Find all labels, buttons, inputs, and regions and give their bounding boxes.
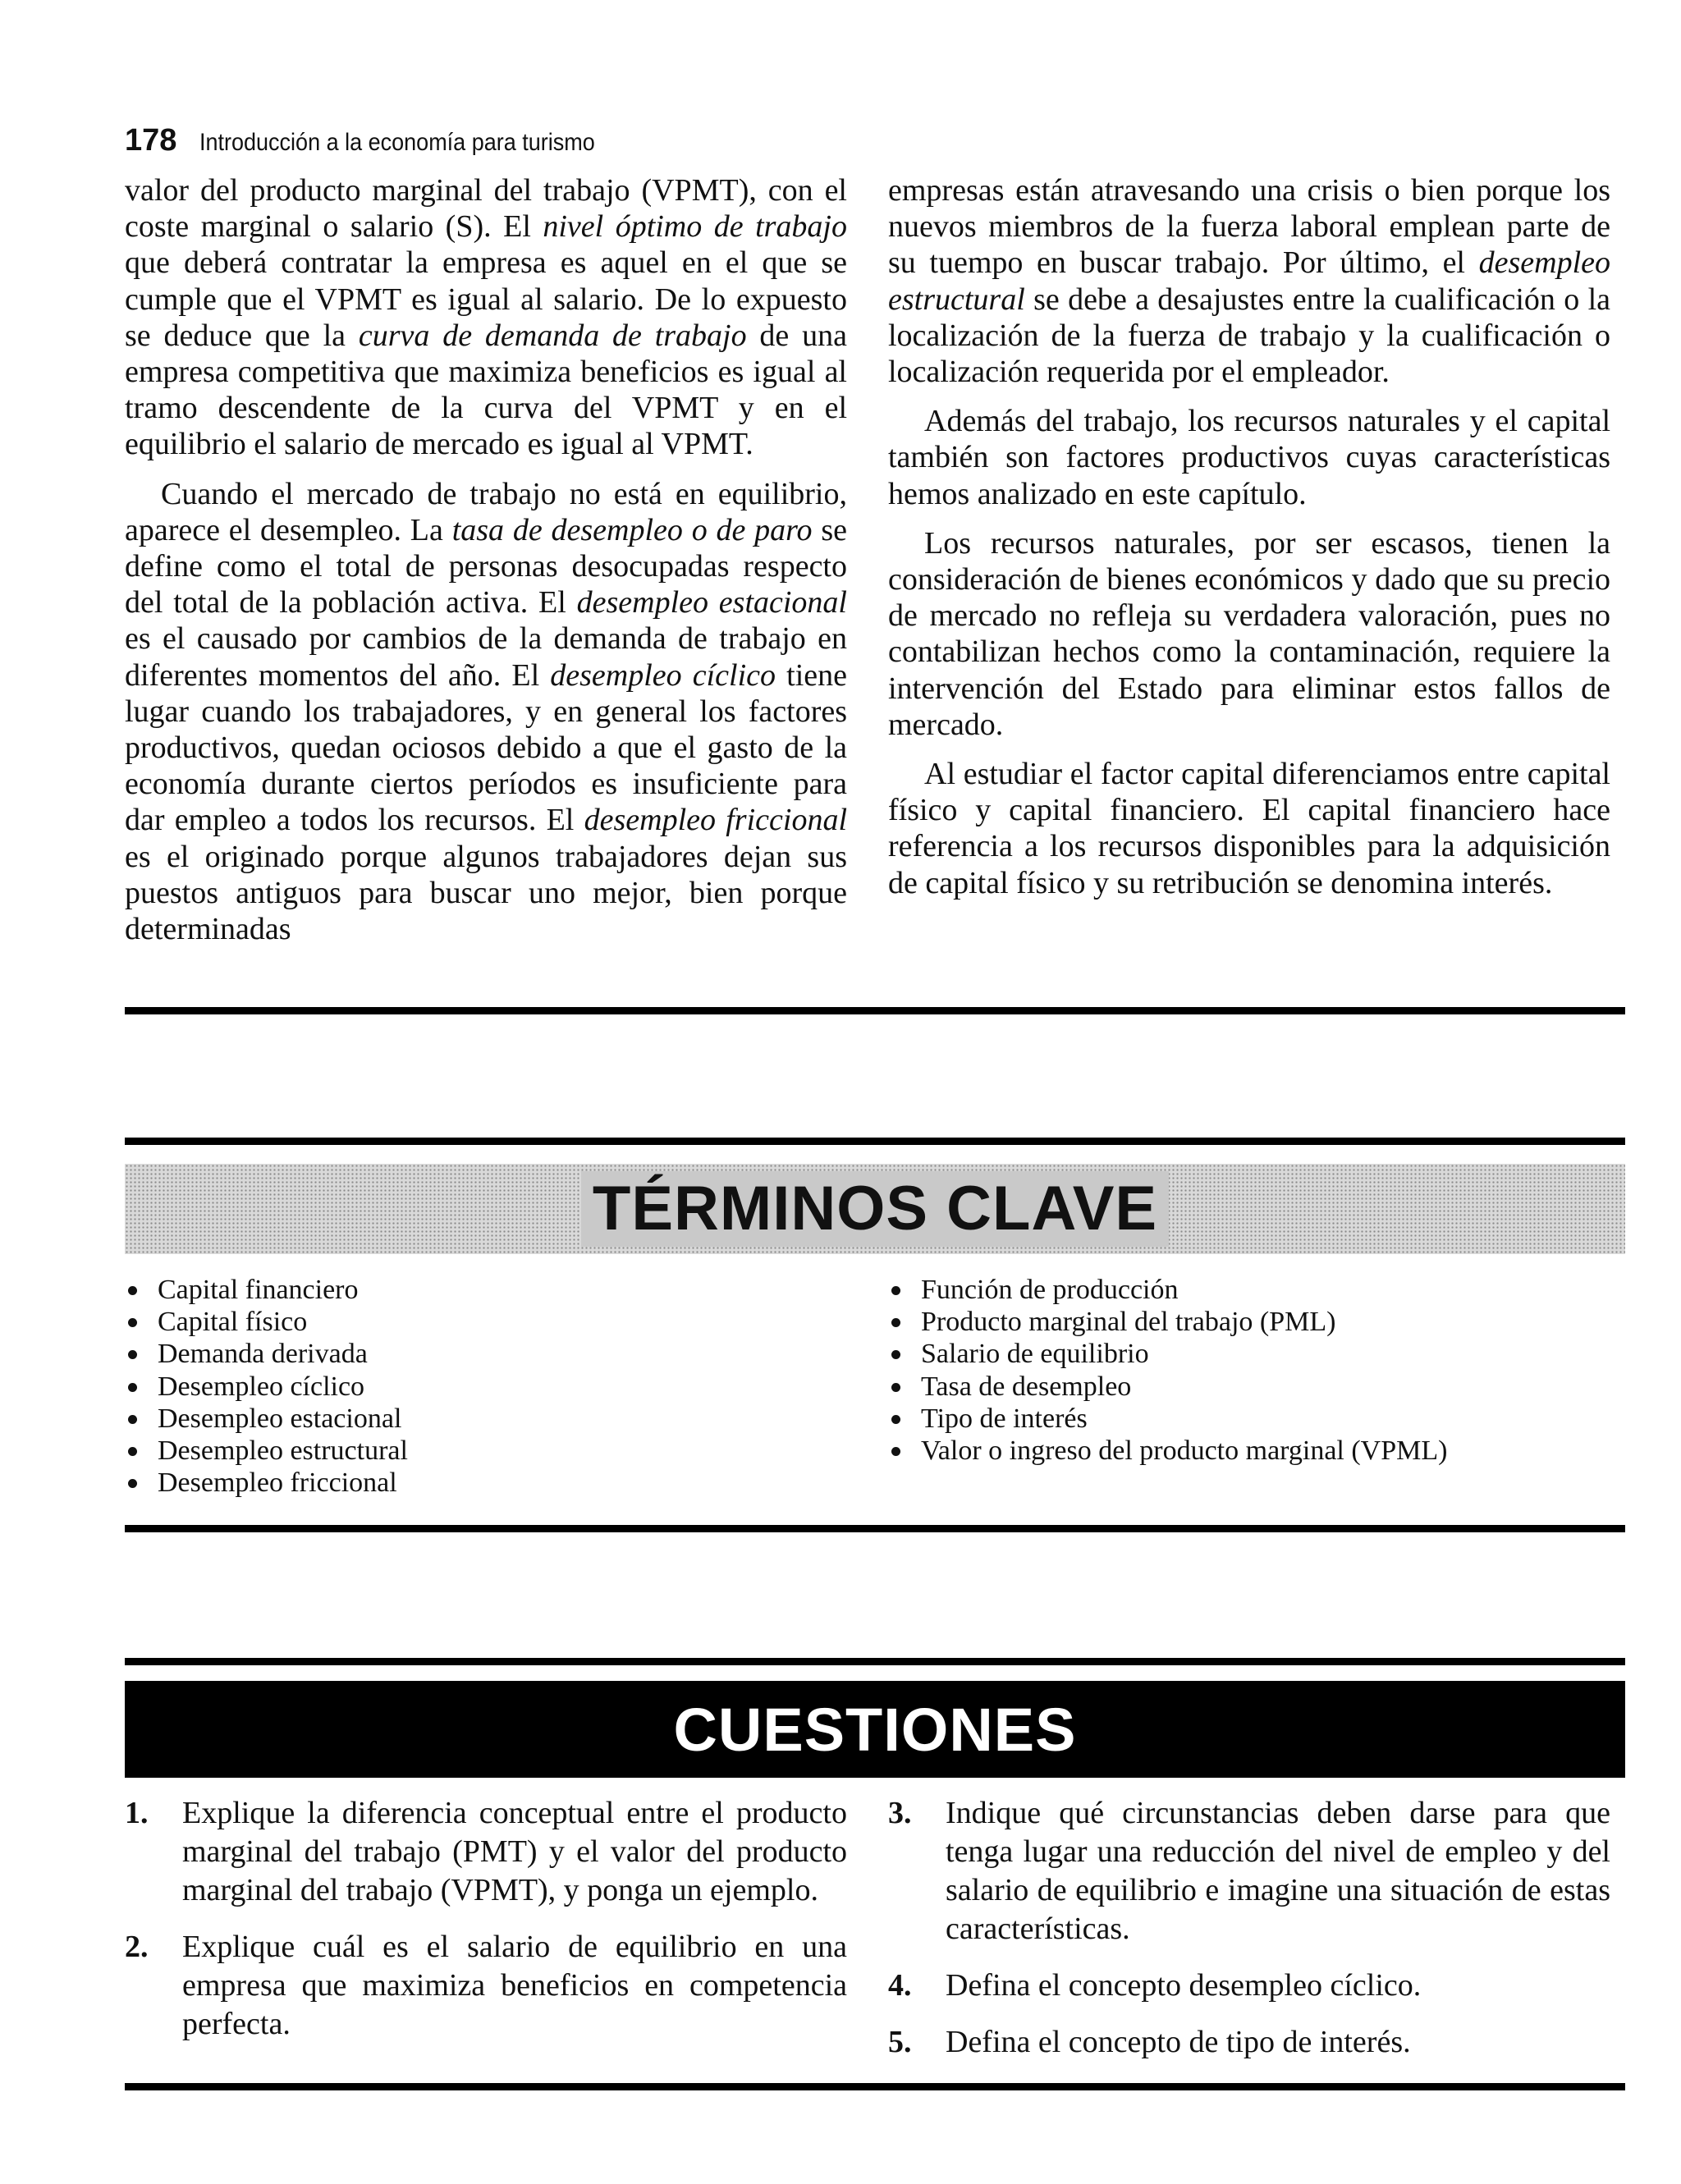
text-run: valor del producto marginal del trabajo (VPMT), con el coste marginal o salario (S). El bbox=[125, 173, 847, 245]
body-paragraph bbox=[125, 172, 847, 463]
key-terms-left bbox=[125, 1274, 831, 1499]
page-number: 178 bbox=[125, 123, 177, 158]
text-run: tiene lugar cuando los trabajadores, y en general los factores productivos, quedan ociosos debido a que el gasto de la economía durante ciertos períodos es insuficiente para dar empleo a todos los recursos. El bbox=[125, 657, 847, 838]
key-term-item: Desempleo cíclico bbox=[125, 1371, 831, 1403]
key-terms-banner bbox=[125, 1164, 1625, 1254]
body-paragraph bbox=[125, 476, 847, 948]
body-paragraph bbox=[888, 525, 1610, 743]
text-run: Al estudiar el factor capital diferenciamos entre capital físico y capital financiero. El capital financiero hace referencia a los recursos disponibles para la adquisición de capital físico y su retribución se denomina interés. bbox=[888, 757, 1610, 900]
key-term-item: Capital financiero bbox=[125, 1274, 831, 1306]
question-item bbox=[888, 1794, 1610, 1948]
question-item bbox=[888, 2023, 1610, 2062]
question-text: Defina el concepto desempleo cíclico. bbox=[946, 1968, 1422, 2003]
italic-term: desempleo friccional bbox=[584, 803, 848, 838]
question-item bbox=[125, 1794, 847, 1910]
question-item bbox=[888, 1967, 1610, 2005]
italic-term: desempleo estacional bbox=[576, 585, 847, 620]
key-term-item: Tasa de desempleo bbox=[888, 1371, 1594, 1403]
text-run: Cuando el mercado de trabajo no está en equilibrio, aparece el desempleo. La bbox=[125, 476, 847, 547]
questions-left bbox=[125, 1794, 847, 2044]
running-title: Introducción a la economía para turismo bbox=[199, 129, 596, 156]
text-run: de una empresa competitiva que maximiza beneficios es igual al tramo descendente de la curva del VPMT y en el equilibrio el salario de mercado es igual al VPMT. bbox=[125, 318, 847, 462]
key-terms-top-rule bbox=[125, 1138, 1625, 1145]
key-term-item: Producto marginal del trabajo (PML) bbox=[888, 1306, 1594, 1338]
key-terms-bottom-rule bbox=[125, 1525, 1625, 1532]
italic-term: tasa de desempleo o de paro bbox=[451, 512, 813, 547]
body-paragraph bbox=[888, 172, 1610, 390]
page-bottom-rule bbox=[125, 2083, 1625, 2090]
text-run: Los recursos naturales, por ser escasos, tienen la consideración de bienes económicos y dado que su precio de mercado no refleja su verdadera valoración, pues no contabilizan hechos como la contaminación, requiere la intervención del Estado para eliminar estos fallos de mercado. bbox=[888, 525, 1610, 742]
key-term-item: Demanda derivada bbox=[125, 1338, 831, 1370]
question-item bbox=[125, 1928, 847, 2044]
key-term-item: Salario de equilibrio bbox=[888, 1338, 1594, 1370]
key-term-item: Valor o ingreso del producto marginal (VPML) bbox=[888, 1435, 1594, 1467]
key-terms-right bbox=[888, 1274, 1594, 1467]
italic-term: desempleo cíclico bbox=[550, 657, 776, 693]
question-text: Explique cuál es el salario de equilibrio en una empresa que maximiza beneficios en competencia perfecta. bbox=[182, 1930, 847, 2041]
questions-title: CUESTIONES bbox=[673, 1695, 1077, 1764]
key-term-item: Capital físico bbox=[125, 1306, 831, 1338]
text-run: que deberá contratar la empresa es aquel en el que se cumple que el VPMT es igual al salario. De lo expuesto se deduce que la bbox=[125, 245, 847, 353]
question-number: 4. bbox=[888, 1968, 912, 2003]
body-column-left bbox=[125, 172, 847, 947]
questions-right bbox=[888, 1794, 1610, 2062]
body-paragraph bbox=[888, 403, 1610, 512]
text-run: es el causado por cambios de la demanda de trabajo en diferentes momentos del año. El bbox=[125, 621, 847, 693]
question-number: 1. bbox=[125, 1796, 149, 1830]
text-run: se define como el total de personas desocupadas respecto del total de la población activa. El bbox=[125, 512, 848, 620]
questions-banner bbox=[125, 1681, 1625, 1778]
key-terms-title: TÉRMINOS CLAVE bbox=[581, 1171, 1169, 1247]
question-text: Explique la diferencia conceptual entre el producto marginal del trabajo (PMT) y el valor del producto marginal del trabajo (VPMT), y ponga un ejemplo. bbox=[182, 1796, 847, 1907]
text-run: es el originado porque algunos trabajadores dejan sus puestos antiguos para buscar uno mejor, bien porque determinadas bbox=[125, 839, 847, 947]
key-term-item: Desempleo estructural bbox=[125, 1435, 831, 1467]
text-run: Además del trabajo, los recursos naturales y el capital también son factores productivos cuyas características hemos analizado en este capítulo. bbox=[888, 404, 1610, 511]
key-term-item: Desempleo estacional bbox=[125, 1403, 831, 1435]
section-divider bbox=[125, 1007, 1625, 1014]
question-text: Indique qué circunstancias deben darse para que tenga lugar una reducción del nivel de empleo y del salario de equilibrio e imagine una situación de estas características. bbox=[946, 1796, 1610, 1946]
question-number: 3. bbox=[888, 1796, 912, 1830]
questions-top-rule bbox=[125, 1658, 1625, 1665]
key-term-item: Función de producción bbox=[888, 1274, 1594, 1306]
italic-term: nivel óptimo de trabajo bbox=[543, 209, 847, 245]
question-number: 5. bbox=[888, 2025, 912, 2059]
question-text: Defina el concepto de tipo de interés. bbox=[946, 2025, 1411, 2059]
body-paragraph bbox=[888, 756, 1610, 901]
italic-term: desempleo estructural bbox=[888, 245, 1610, 317]
italic-term: curva de demanda de trabajo bbox=[358, 318, 747, 353]
key-term-item: Desempleo friccional bbox=[125, 1467, 831, 1499]
body-column-right bbox=[888, 172, 1610, 901]
text-run: se debe a desajustes entre la cualificación o la localización de la fuerza de trabajo y la cualificación o localización requerida por el empleador. bbox=[888, 282, 1610, 390]
key-term-item: Tipo de interés bbox=[888, 1403, 1594, 1435]
question-number: 2. bbox=[125, 1930, 149, 1964]
running-header bbox=[125, 123, 1028, 156]
text-run: empresas están atravesando una crisis o bien porque los nuevos miembros de la fuerza laboral emplean parte de su tuempo en buscar trabajo. Por último, el bbox=[888, 173, 1610, 281]
